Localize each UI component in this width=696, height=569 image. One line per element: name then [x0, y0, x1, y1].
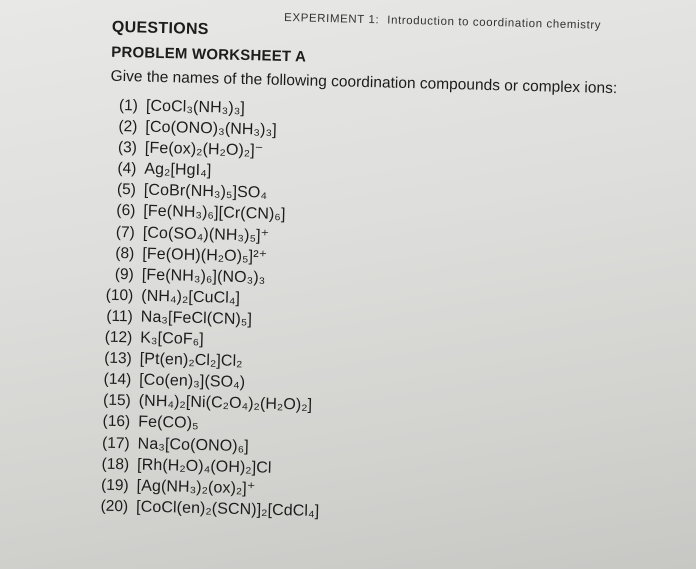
question-number: (20) — [100, 497, 129, 516]
question-number: (13) — [103, 349, 132, 368]
question-number: (2) — [118, 118, 138, 136]
question-number: (12) — [104, 328, 133, 347]
question-number: (1) — [118, 96, 139, 115]
chemical-formula: [Fe(NH₃)₆][Cr(CN)₆] — [143, 203, 286, 224]
question-number: (10) — [105, 286, 134, 305]
question-number: (5) — [116, 181, 137, 199]
chemical-formula: [CoCl₃(NH₃)₃] — [145, 97, 246, 118]
chemical-formula: (NH₄)₂[Ni(C₂O₄)₂(H₂O)₂] — [138, 392, 313, 415]
chemical-formula: Fe(CO)₅ — [137, 413, 199, 433]
question-number: (11) — [106, 307, 133, 326]
question-number: (6) — [116, 202, 136, 220]
section-heading: QUESTIONS — [111, 18, 209, 39]
question-number: (9) — [114, 265, 135, 284]
instruction-text: Give the names of the following coordination compounds or complex ions: — [110, 67, 618, 98]
chemical-formula: [Co(ONO)₃(NH₃)₃] — [145, 118, 277, 139]
chemical-formula: [Fe(OH)(H₂O)₅]²⁺ — [142, 245, 268, 266]
chemical-formula: [CoCl(en)₂(SCN)]₂[CdCl₄] — [135, 498, 320, 520]
chemical-formula: Na₃[Co(ONO)₆] — [137, 435, 250, 455]
running-header — [284, 12, 601, 32]
chemical-formula: [Rh(H₂O)₄(OH)₂]Cl — [136, 456, 272, 477]
question-number: (14) — [103, 370, 132, 389]
chemical-formula: [Co(en)₃](SO₄) — [139, 371, 246, 392]
chemical-formula: [Co(SO₄)(NH₃)₅]⁺ — [142, 224, 270, 245]
question-number: (19) — [100, 476, 129, 494]
question-number: (8) — [115, 244, 135, 263]
chemical-formula: K₃[CoF₆] — [140, 329, 205, 349]
question-number: (18) — [101, 455, 130, 473]
question-number: (15) — [102, 391, 131, 410]
question-number: (3) — [117, 139, 138, 157]
chemical-formula: [Pt(en)₂Cl₂]Cl₂ — [139, 350, 243, 371]
question-number: (17) — [101, 434, 130, 452]
chemical-formula: Ag₂[HgI₄] — [144, 160, 212, 180]
question-list — [88, 94, 329, 521]
chemical-formula: [Fe(NH₃)₆](NO₃)₃ — [141, 266, 266, 287]
chemical-formula: Na₃[FeCl(CN)₅] — [140, 308, 253, 329]
question-number: (4) — [117, 160, 137, 178]
chemical-formula: [Ag(NH₃)₂(ox)₂]⁺ — [136, 477, 256, 498]
chemical-formula: [CoBr(NH₃)₅]SO₄ — [143, 181, 268, 202]
question-number: (16) — [102, 413, 131, 431]
worksheet-heading: PROBLEM WORKSHEET A — [111, 43, 307, 66]
question-number: (7) — [115, 223, 136, 241]
chemical-formula: [Fe(ox)₂(H₂O)₂]⁻ — [144, 139, 264, 160]
question-item — [88, 495, 320, 522]
experiment-title: Introduction to coordination chemistry — [387, 14, 602, 32]
experiment-label: EXPERIMENT 1: — [283, 11, 380, 27]
chemical-formula: (NH₄)₂[CuCl₄] — [141, 287, 241, 307]
